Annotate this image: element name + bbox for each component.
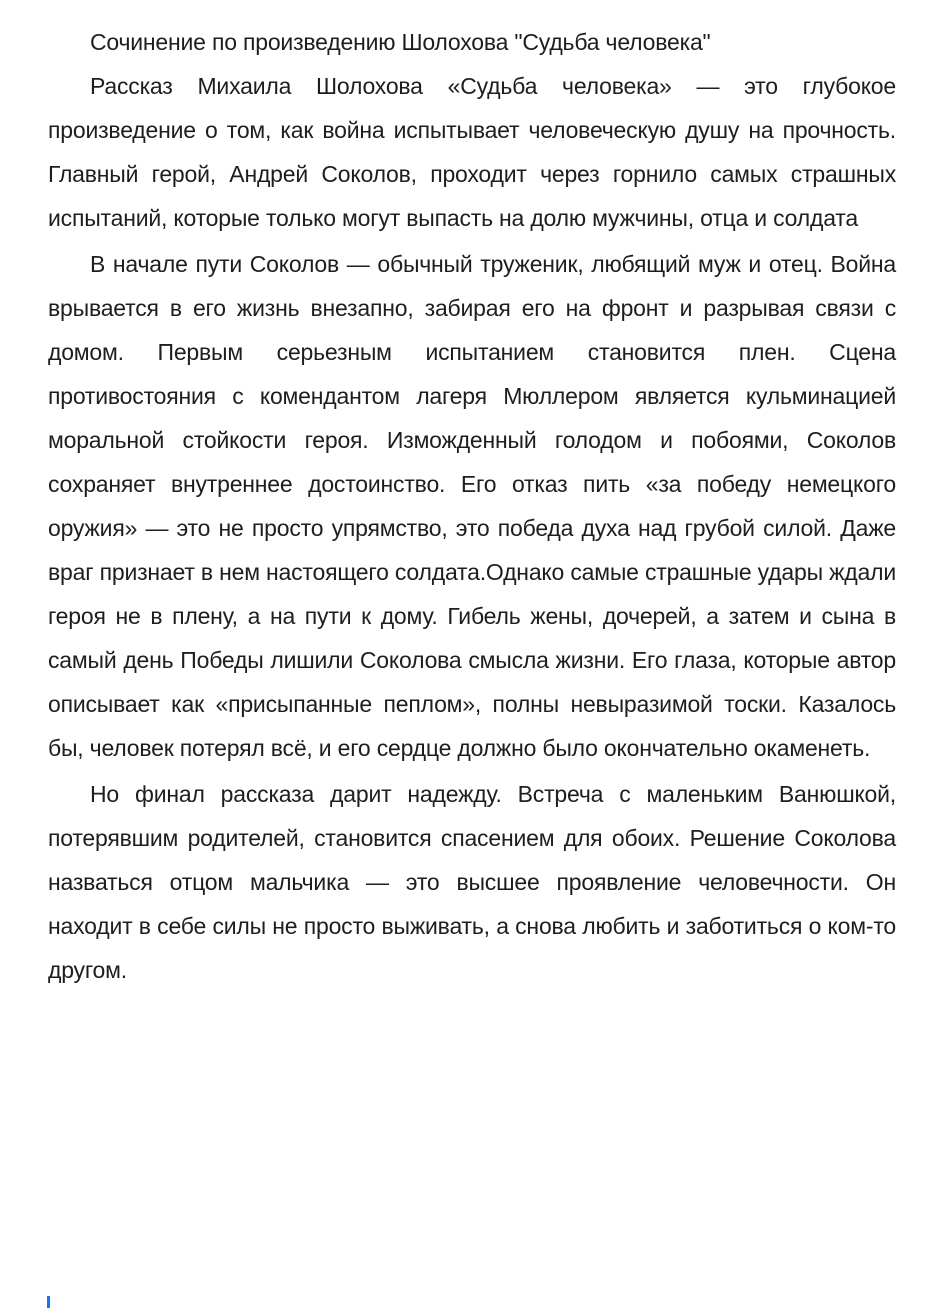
paragraph-3: Но финал рассказа дарит надежду. Встреча с маленьким Ванюшкой, потерявшим родителей, становится спасением для обоих. Решение Соколова назваться отцом мальчика — это высшее проявление человечности. Он находит в себе силы не просто выживать, а снова любить и заботиться о ком-то другом. <box>48 781 896 983</box>
text-cursor <box>47 1296 50 1308</box>
paragraph-1: Рассказ Михаила Шолохова «Судьба человека» — это глубокое произведение о том, как война испытывает человеческую душу на прочность. Главный герой, Андрей Соколов, проходит через горнило самых страшных испытаний, которые только могут выпасть на долю мужчины, отца и солдата <box>48 73 896 231</box>
essay-title: Сочинение по произведению Шолохова "Судьба человека" <box>90 29 711 55</box>
paragraph-2: В начале пути Соколов — обычный труженик, любящий муж и отец. Война врывается в его жизнь внезапно, забирая его на фронт и разрывая связи с домом. Первым серьезным испытанием становится плен. Сцена противостояния с комендантом лагеря Мюллером является кульминацией моральной стойкости героя. Изможденный голодом и побоями, Соколов сохраняет внутреннее достоинство. Его отказ пить «за победу немецкого оружия» — это не просто упрямство, это победа духа над грубой силой. Даже враг признает в нем настоящего солдата.Однако самые страшные удары ждали героя не в плену, а на пути к дому. Гибель жены, дочерей, а затем и сына в самый день Победы лишили Соколова смысла жизни. Его глаза, которые автор описывает как «присыпанные пеплом», полны невыразимой тоски. Казалось бы, человек потерял всё, и его сердце должно было окончательно окаменеть. <box>48 251 896 761</box>
document-body[interactable] <box>48 20 896 994</box>
